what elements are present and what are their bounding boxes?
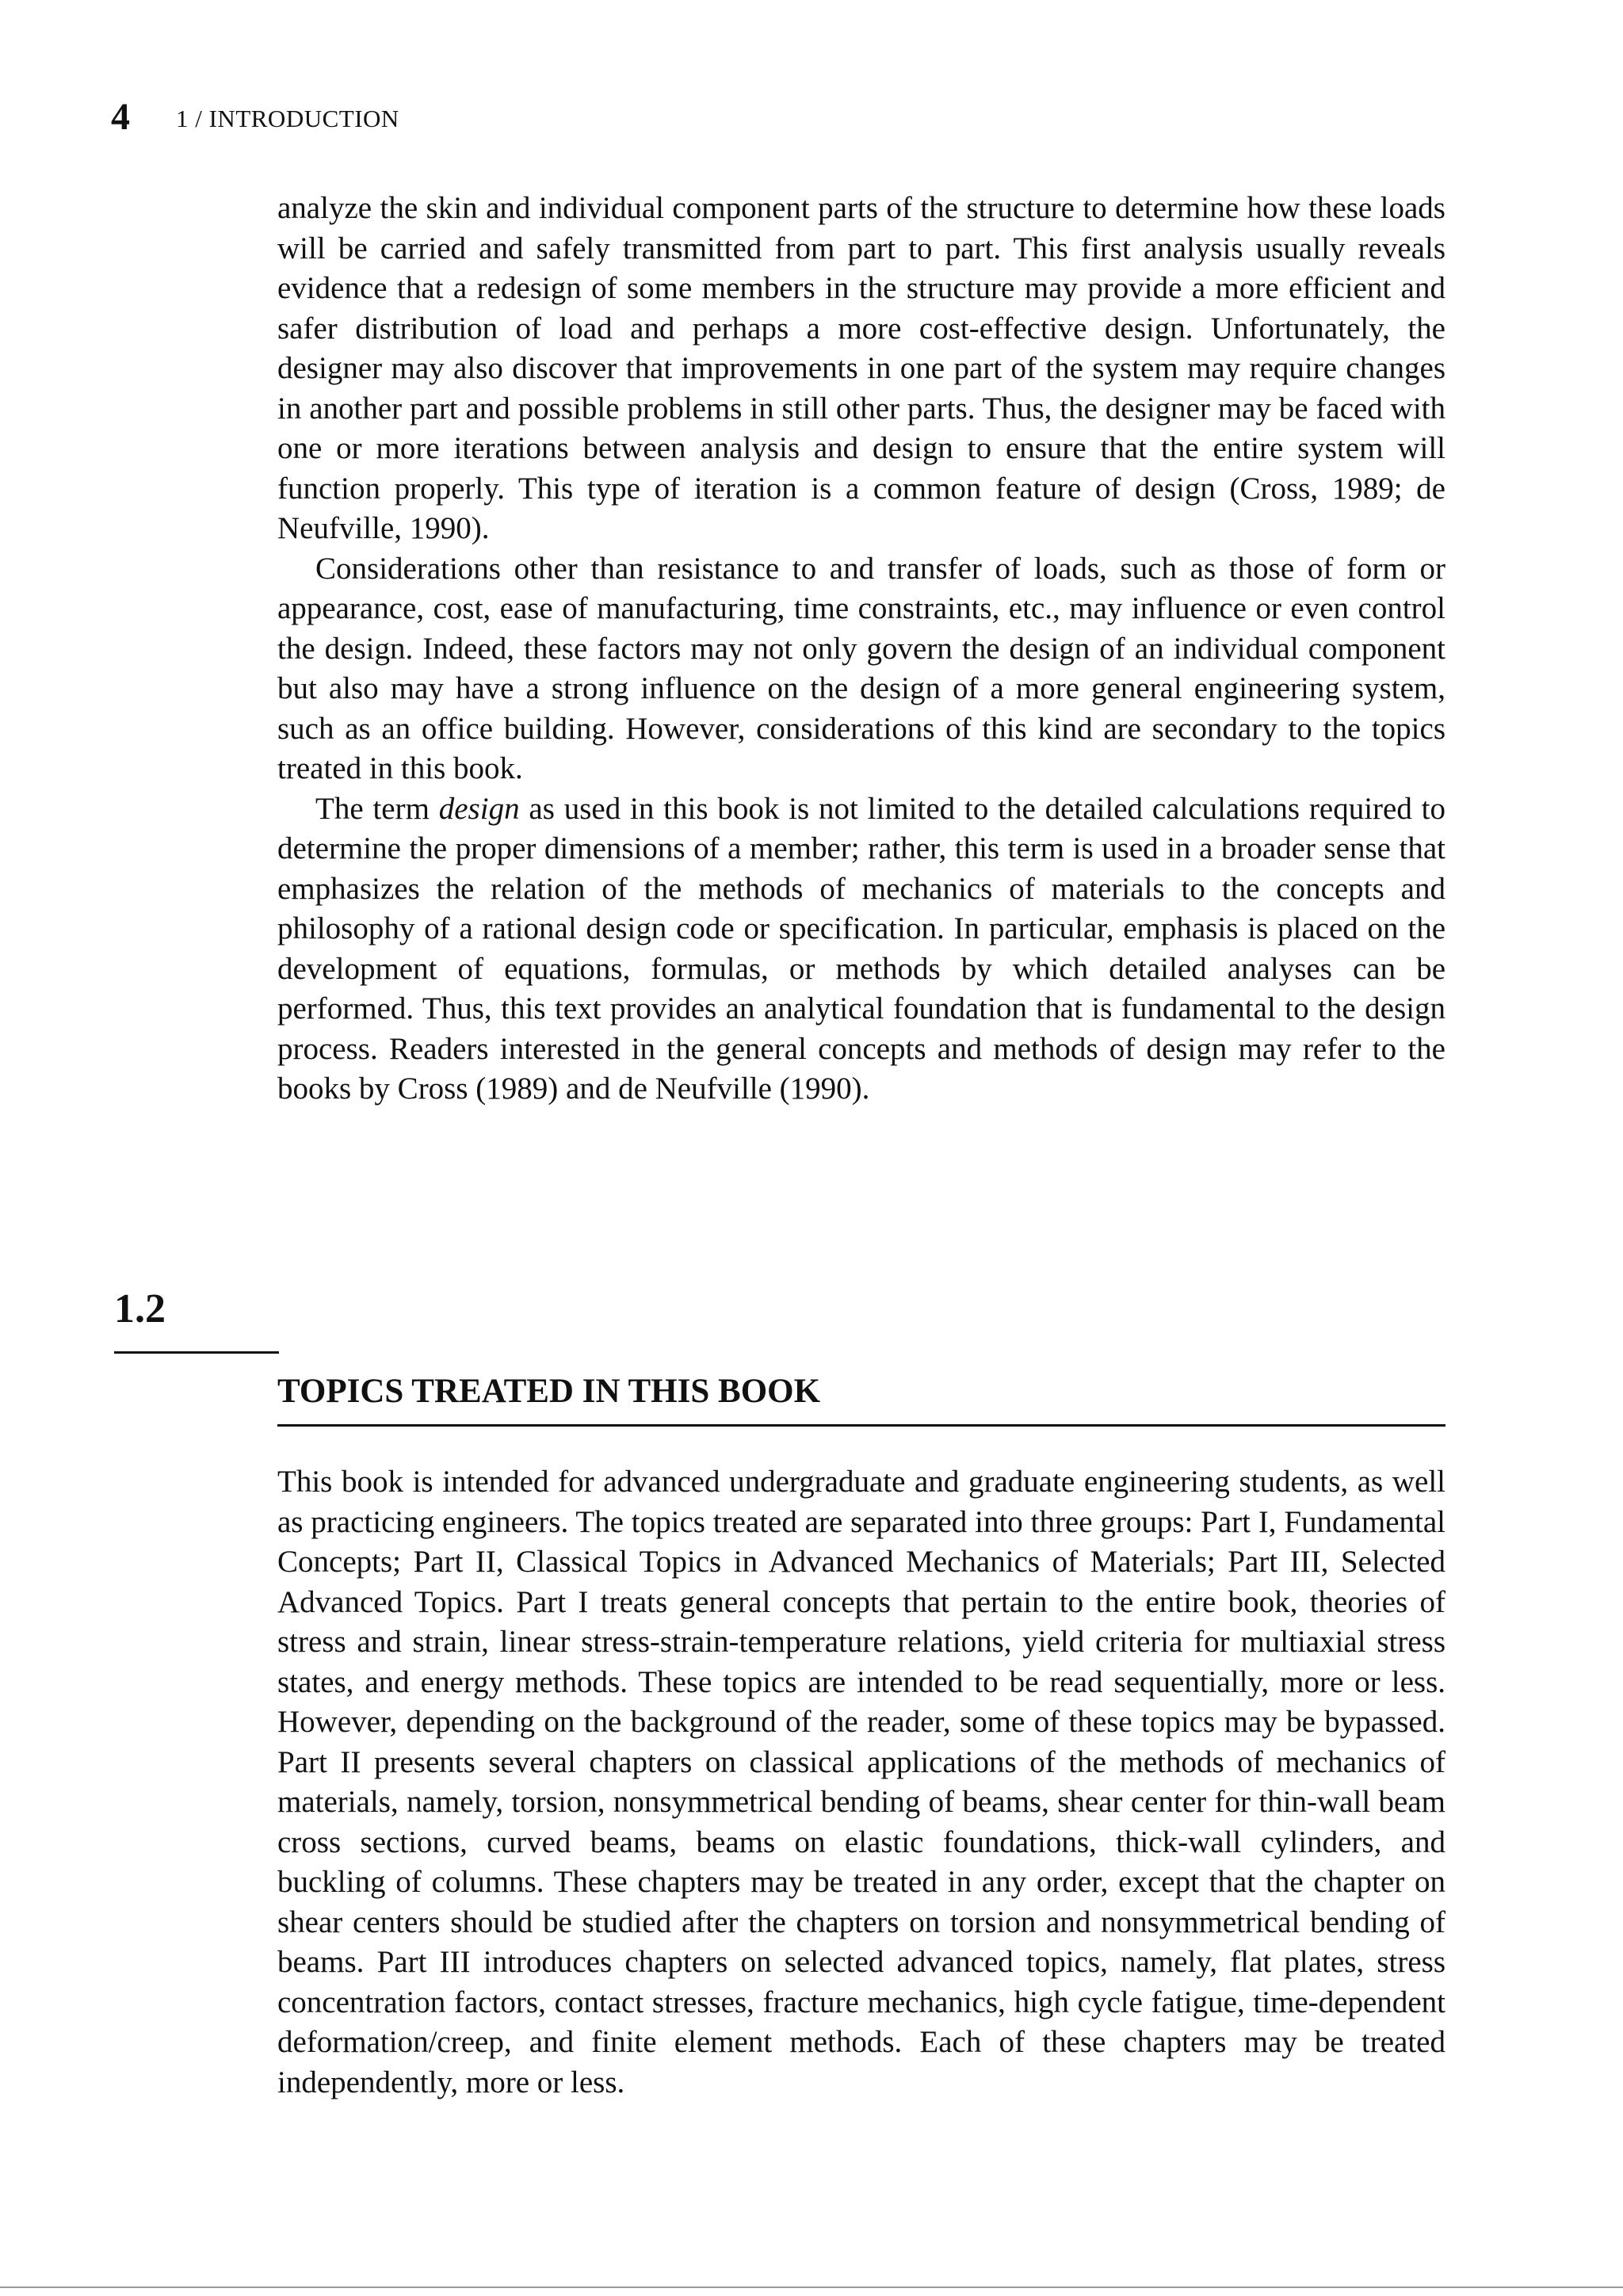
paragraph-intro-3 [277,789,1445,1110]
page-number: 4 [111,96,130,138]
paragraph-intro-3-lead: The term [315,791,439,826]
paragraph-intro-2: Considerations other than resistance to and transfer of loads, such as those of form or appearance, cost, ease of manufacturing, time constraints, etc., may influence or even control the design. Indeed, these factors may not only govern the design of an individual component but also may have a strong influence on the design of a more general engineering system, such as an office building. However, considerations of this kind are secondary to the topics treated in this book. [277,551,1445,785]
section-title-rule [277,1424,1445,1427]
section-body-block [277,1462,1445,2103]
intro-continued-block [277,189,1445,1110]
italic-term-design: design [438,791,520,826]
section-number-rule [114,1351,279,1354]
paragraph-intro-1: analyze the skin and individual component parts of the structure to determine how these loads will be carried and safely transmitted from part to part. This first analysis usually reveals evidence that a redesign of some members in the structure may provide a more efficient and safer distribution of load and perhaps a more cost-effective design. Unfortunately, the designer may also discover that improvements in one part of the system may require changes in another part and possible problems in still other parts. Thus, the designer may be faced with one or more iterations between analysis and design to ensure that the entire system will function properly. This type of iteration is a common feature of design (Cross, 1989; de Neufville, 1990). [277,191,1445,545]
running-head: 1 / INTRODUCTION [176,105,399,132]
page-bottom-edge [0,2286,1623,2288]
paragraph-intro-3-rest: as used in this book is not limited to the detailed calculations required to determine the proper dimensions of a member; rather, this term is used in a broader sense that emphasizes the relation of the methods of mechanics of materials to the concepts and philosophy of a rational design code or specification. In particular, emphasis is placed on the development of equations, formulas, or methods by which detailed analyses can be performed. Thus, this text provides an analytical foundation that is fundamental to the design process. Readers interested in the general concepts and methods of design may refer to the books by Cross (1989) and de Neufville (1990). [277,791,1445,1106]
paragraph-section-1: This book is intended for advanced undergraduate and graduate engineering students, as well as practicing engineers. The topics treated are separated into three groups: Part I, Fundamental Concepts; Part II, Classical Topics in Advanced Mechanics of Materials; Part III, Selected Advanced Topics. Part I treats general concepts that pertain to the entire book, theories of stress and strain, linear stress-strain-temperature relations, yield criteria for multiaxial stress states, and energy methods. These topics are intended to be read sequentially, more or less. However, depending on the background of the reader, some of these topics may be bypassed. Part II presents several chapters on classical applications of the methods of mechanics of materials, namely, torsion, nonsymmetrical bending of beams, shear center for thin-wall beam cross sections, curved beams, beams on elastic foundations, thick-wall cylinders, and buckling of columns. These chapters may be treated in any order, except that the chapter on shear centers should be studied after the chapters on torsion and nonsymmetrical bending of beams. Part III introduces chapters on selected advanced topics, namely, flat plates, stress concentration factors, contact stresses, fracture mechanics, high cycle fatigue, time-dependent deformation/creep, and finite element methods. Each of these chapters may be treated independently, more or less. [277,1465,1445,2099]
section-number: 1.2 [114,1286,166,1331]
section-title: TOPICS TREATED IN THIS BOOK [277,1373,821,1410]
